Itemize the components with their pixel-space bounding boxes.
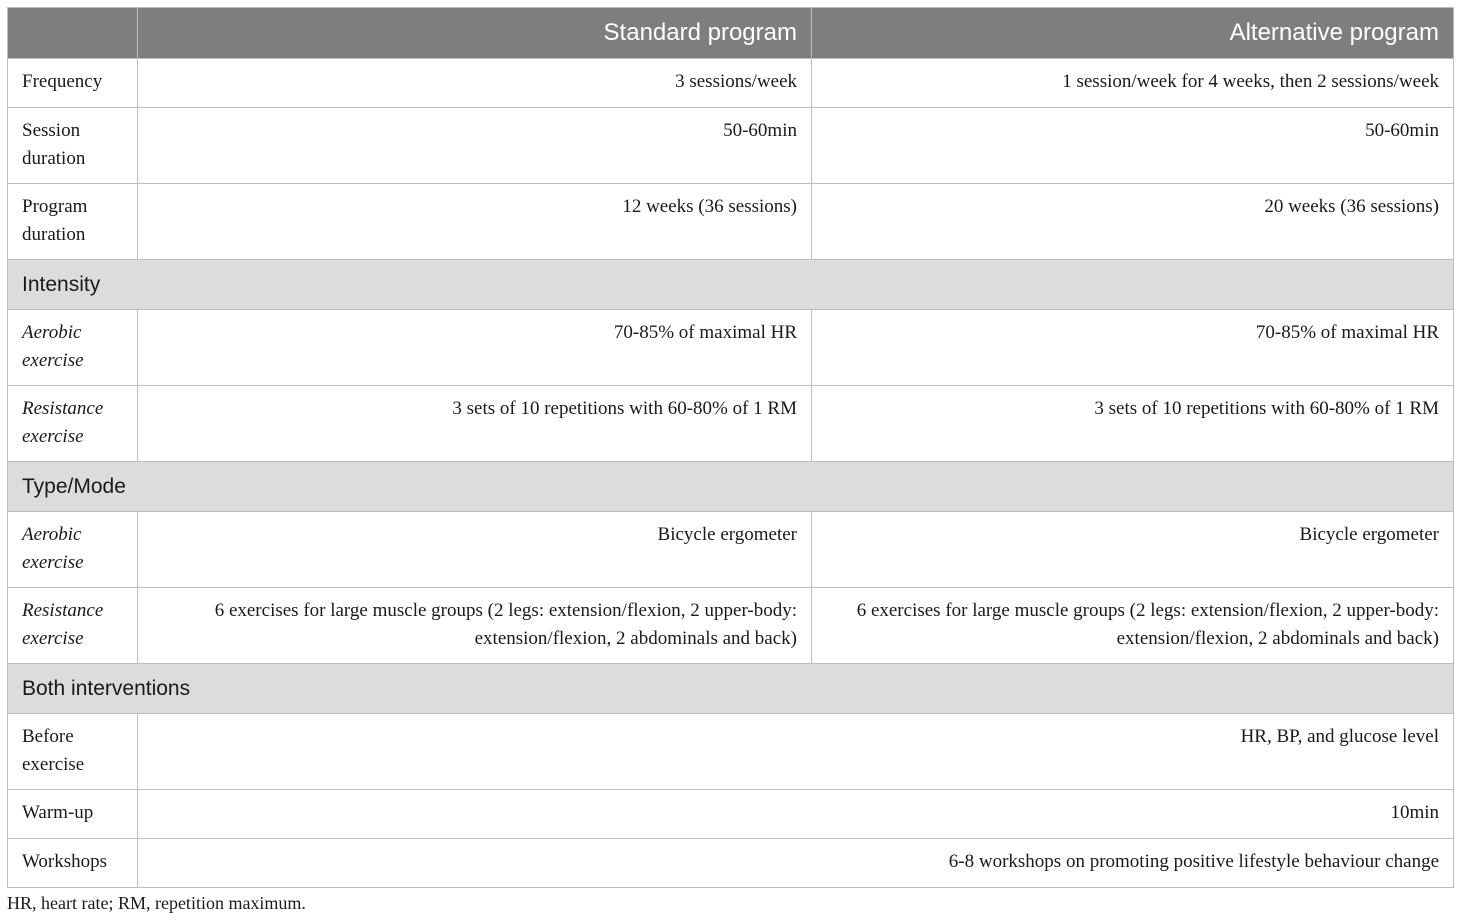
table-row-type-resistance [8, 588, 1454, 664]
exercise-program-table [7, 7, 1454, 888]
row-label: Program duration [8, 184, 138, 260]
table-row-program-duration [8, 184, 1454, 260]
table-row-intensity-aerobic [8, 310, 1454, 386]
standard-value: 50-60min [138, 108, 812, 184]
section-row-both-interventions [8, 664, 1454, 714]
section-heading: Type/Mode [8, 462, 1454, 512]
alternative-value: 70-85% of maximal HR [812, 310, 1454, 386]
section-row-intensity [8, 260, 1454, 310]
table-footnote: HR, heart rate; RM, repetition maximum. [7, 893, 306, 913]
row-label: Aerobic exercise [8, 512, 138, 588]
header-standard-program: Standard program [138, 8, 812, 59]
header-alternative-program: Alternative program [812, 8, 1454, 59]
section-heading: Intensity [8, 260, 1454, 310]
standard-value: 6 exercises for large muscle groups (2 legs: extension/flexion, 2 upper-body: extension/flexion, 2 abdominals and back) [138, 588, 812, 664]
section-row-type-mode [8, 462, 1454, 512]
table-row-frequency [8, 59, 1454, 108]
alternative-value: 20 weeks (36 sessions) [812, 184, 1454, 260]
merged-value: 6-8 workshops on promoting positive lifestyle behaviour change [138, 839, 1454, 888]
row-label: Warm-up [8, 790, 138, 839]
header-empty-cell [8, 8, 138, 59]
alternative-value: 3 sets of 10 repetitions with 60-80% of 1 RM [812, 386, 1454, 462]
standard-value: 3 sessions/week [138, 59, 812, 108]
table-container [7, 7, 1453, 888]
section-heading: Both interventions [8, 664, 1454, 714]
row-label: Workshops [8, 839, 138, 888]
standard-value: 70-85% of maximal HR [138, 310, 812, 386]
table-row-workshops [8, 839, 1454, 888]
table-row-type-aerobic [8, 512, 1454, 588]
row-label: Aerobic exercise [8, 310, 138, 386]
alternative-value: 6 exercises for large muscle groups (2 legs: extension/flexion, 2 upper-body: extension/flexion, 2 abdominals and back) [812, 588, 1454, 664]
table-row-intensity-resistance [8, 386, 1454, 462]
row-label: Frequency [8, 59, 138, 108]
row-label: Resistance exercise [8, 386, 138, 462]
table-row-session-duration [8, 108, 1454, 184]
alternative-value: 1 session/week for 4 weeks, then 2 sessions/week [812, 59, 1454, 108]
table-row-before-exercise [8, 714, 1454, 790]
row-label: Session duration [8, 108, 138, 184]
standard-value: Bicycle ergometer [138, 512, 812, 588]
standard-value: 3 sets of 10 repetitions with 60-80% of 1 RM [138, 386, 812, 462]
table-header-row [8, 8, 1454, 59]
alternative-value: 50-60min [812, 108, 1454, 184]
row-label: Before exercise [8, 714, 138, 790]
table-row-warm-up [8, 790, 1454, 839]
merged-value: 10min [138, 790, 1454, 839]
merged-value: HR, BP, and glucose level [138, 714, 1454, 790]
alternative-value: Bicycle ergometer [812, 512, 1454, 588]
standard-value: 12 weeks (36 sessions) [138, 184, 812, 260]
row-label: Resistance exercise [8, 588, 138, 664]
